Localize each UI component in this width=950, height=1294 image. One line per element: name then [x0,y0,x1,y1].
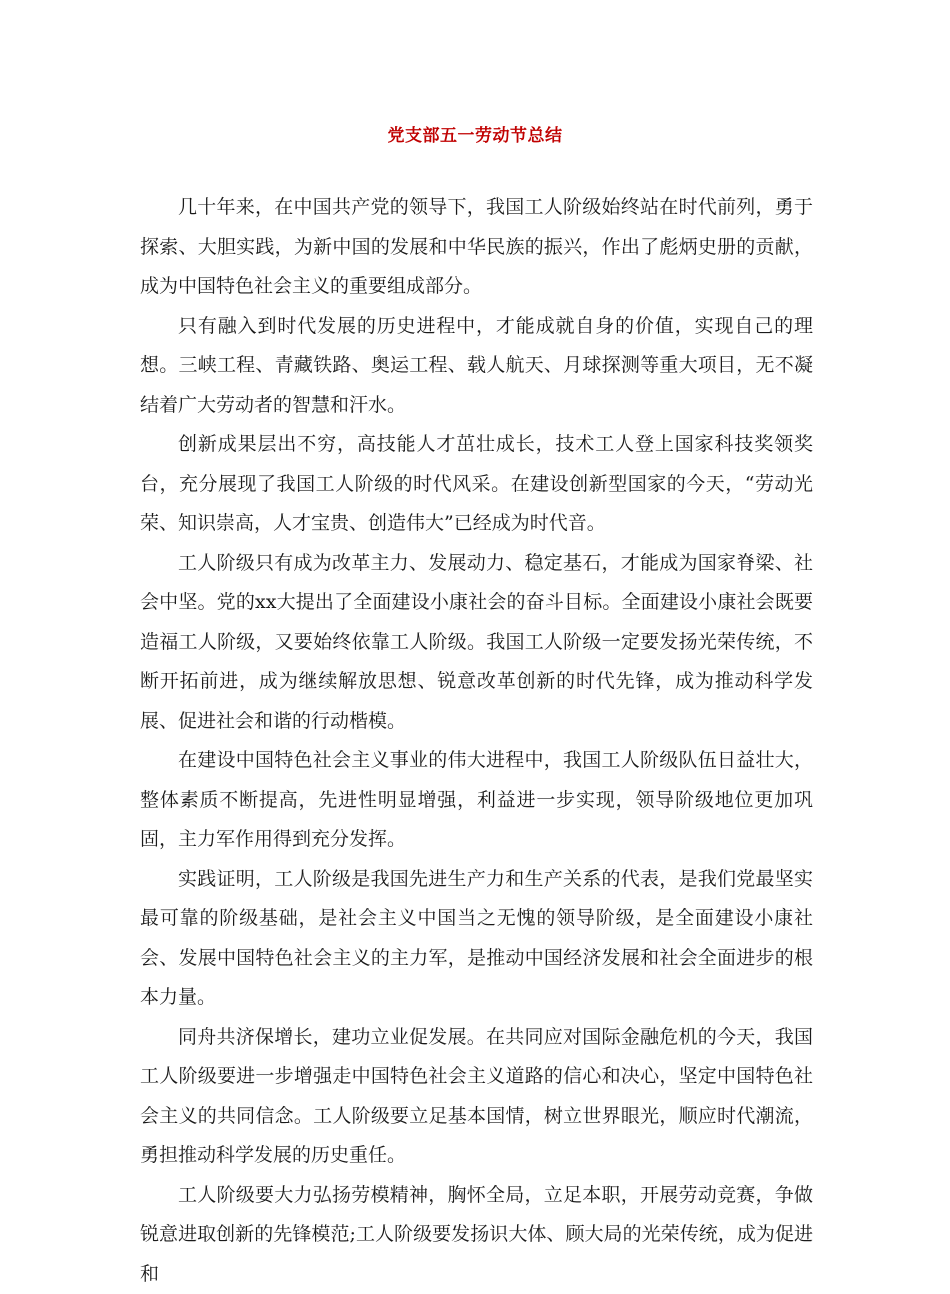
paragraph-7: 同舟共济保增长，建功立业促发展。在共同应对国际金融危机的今天，我国工人阶级要进一步增强走中国特色社会主义道路的信心和决心，坚定中国特色社会主义的共同信念。工人阶级要立足基本国情，树立世界眼光，顺应时代潮流，勇担推动科学发展的历史重任。 [140,1018,813,1176]
paragraph-8: 工人阶级要大力弘扬劳模精神，胸怀全局，立足本职，开展劳动竞赛，争做锐意进取创新的先锋模范;工人阶级要发扬识大体、顾大局的光荣传统，成为促进和 [140,1176,813,1294]
document-body [140,188,813,1294]
paragraph-6: 实践证明，工人阶级是我国先进生产力和生产关系的代表，是我们党最坚实最可靠的阶级基础，是社会主义中国当之无愧的领导阶级，是全面建设小康社会、发展中国特色社会主义的主力军，是推动中国经济发展和社会全面进步的根本力量。 [140,860,813,1018]
paragraph-1: 几十年来，在中国共产党的领导下，我国工人阶级始终站在时代前列，勇于探索、大胆实践，为新中国的发展和中华民族的振兴，作出了彪炳史册的贡献，成为中国特色社会主义的重要组成部分。 [140,188,813,307]
paragraph-3: 创新成果层出不穷，高技能人才茁壮成长，技术工人登上国家科技奖领奖台，充分展现了我国工人阶级的时代风采。在建设创新型国家的今天，“劳动光荣、知识崇高，人才宝贵、创造伟大”已经成为时代音。 [140,425,813,544]
paragraph-5: 在建设中国特色社会主义事业的伟大进程中，我国工人阶级队伍日益壮大，整体素质不断提高，先进性明显增强，利益进一步实现，领导阶级地位更加巩固，主力军作用得到充分发挥。 [140,741,813,860]
document-title: 党支部五一劳动节总结 [0,124,950,148]
paragraph-4: 工人阶级只有成为改革主力、发展动力、稳定基石，才能成为国家脊梁、社会中坚。党的xx大提出了全面建设小康社会的奋斗目标。全面建设小康社会既要造福工人阶级，又要始终依靠工人阶级。我国工人阶级一定要发扬光荣传统，不断开拓前进，成为继续解放思想、锐意改革创新的时代先锋，成为推动科学发展、促进社会和谐的行动楷模。 [140,544,813,742]
paragraph-2: 只有融入到时代发展的历史进程中，才能成就自身的价值，实现自己的理想。三峡工程、青藏铁路、奥运工程、载人航天、月球探测等重大项目，无不凝结着广大劳动者的智慧和汗水。 [140,307,813,426]
